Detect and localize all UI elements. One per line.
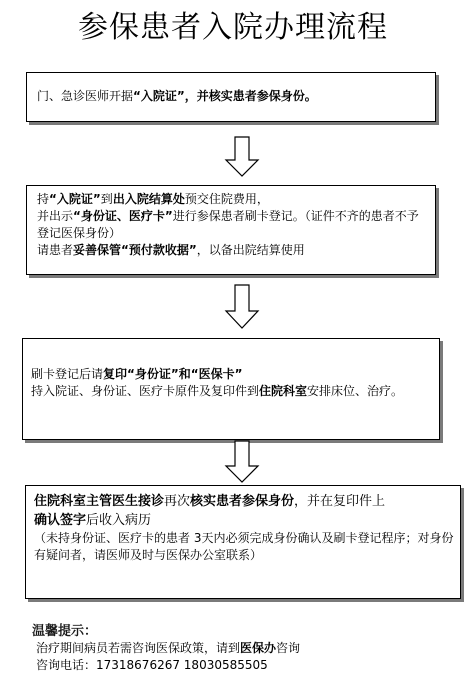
step-1-text: [37, 88, 435, 105]
t: 并出示: [37, 209, 74, 223]
arrow-down-icon: [222, 136, 262, 178]
tips-label: 温馨提示：: [32, 624, 98, 639]
step-4-line-3: （未持身份证、医疗卡的患者 3天内必须完成身份确认及刷卡登记程序；对身份有疑问者，请医师及时与医保办公室联系）: [34, 531, 454, 562]
step-1-text-a: 门、急诊医师开据: [37, 89, 134, 103]
step-1-box: [26, 72, 436, 122]
t: 出入院结算处: [112, 192, 185, 206]
t: 治疗期间病员若需咨询医保政策，请到: [36, 641, 241, 655]
arrow-down-icon: [222, 284, 262, 330]
step-3-box: [22, 338, 440, 440]
t: 到: [100, 192, 113, 206]
page-title: 参保患者入院办理流程: [78, 10, 388, 45]
tips-line-2: 咨询电话：17318676267 18030585505: [36, 658, 268, 672]
t: “入院证”: [49, 192, 101, 206]
step-3-line-1: [31, 366, 433, 383]
t: 妥善保管“预付款收据”: [73, 243, 197, 257]
step-2-box: [26, 185, 436, 275]
step-1-text-bold: “入院证”，并核实患者参保身份。: [133, 89, 317, 103]
t: 再次: [164, 494, 191, 509]
t: 持: [37, 192, 50, 206]
t: “身份证、医疗卡”: [73, 209, 173, 223]
t: 刷卡登记后请: [31, 367, 104, 381]
t: 确认签字: [34, 513, 87, 528]
t: 后收入病历: [86, 513, 152, 528]
tips-section: [32, 623, 300, 674]
step-2-line-3: [37, 242, 429, 259]
t: 安排床位、治疗。: [307, 384, 404, 398]
step-4-box: [25, 485, 461, 599]
arrow-down-icon: [222, 440, 262, 484]
step-4-line-1: [34, 492, 456, 511]
step-4-line-2: [34, 511, 456, 530]
t: 复印“身份证”和“医保卡”: [103, 367, 243, 381]
t: ，以备出院结算使用: [196, 243, 305, 257]
t: 持入院证、身份证、医疗卡原件及复印件到: [31, 384, 260, 398]
t: 咨询: [276, 641, 301, 655]
t: 住院科室主管医生接诊: [34, 494, 165, 509]
t: 预交住院费用，: [184, 192, 269, 206]
step-3-line-2: [31, 383, 433, 400]
tips-line-1: [36, 640, 300, 657]
t: 核实患者参保身份: [190, 494, 295, 509]
t: 住院科室: [259, 384, 308, 398]
t: 请患者: [37, 243, 74, 257]
t: 进行参保患者刷卡登记。（证件不齐的患者不予登记医保身份）: [37, 209, 419, 240]
step-2-line-1: [37, 191, 429, 208]
t: 医保办: [240, 641, 277, 655]
step-2-line-2: [37, 208, 429, 242]
t: ，并在复印件上: [294, 494, 386, 509]
